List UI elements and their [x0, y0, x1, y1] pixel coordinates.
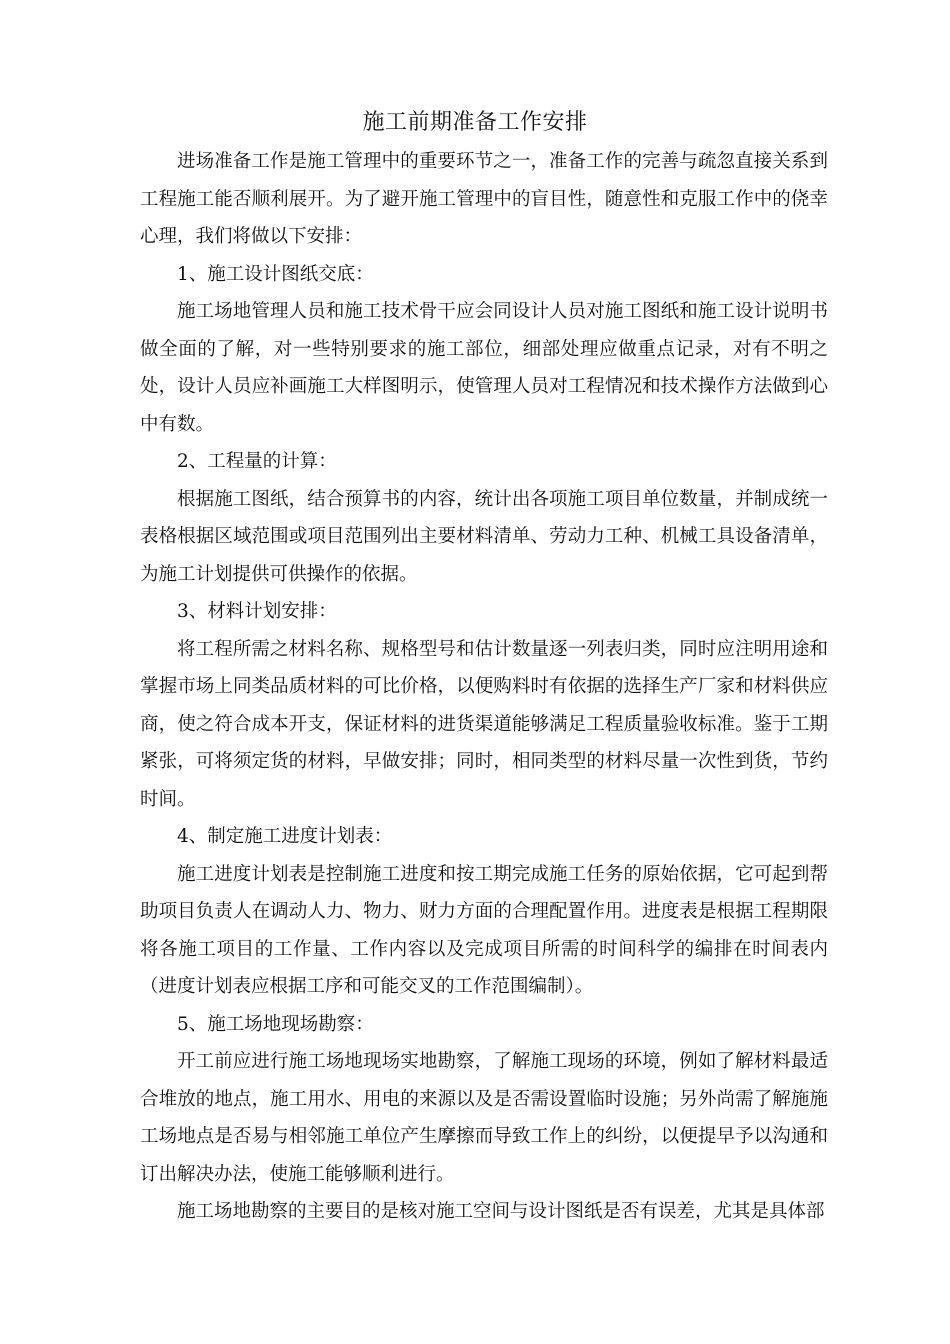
- section-paragraph-2: 根据施工图纸，结合预算书的内容，统计出各项施工项目单位数量，并制成统一表格根据区域范围或项目范围列出主要材料清单、劳动力工种、机械工具设备清单，为施工计划提供可供操作的依据。: [140, 488, 828, 585]
- section-paragraph-4: 施工进度计划表是控制施工进度和按工期完成施工任务的原始依据，它可起到帮助项目负责人在调动人力、物力、财力方面的合理配置作用。进度表是根据工程期限将各施工项目的工作量、工作内容以及完成项目所需的时间科学的编排在时间表内（进度计划表应根据工序和可能交叉的工作范围编制）。: [140, 863, 828, 997]
- section-heading-1: 1、施工设计图纸交底：: [177, 263, 374, 285]
- section-heading-3: 3、材料计划安排：: [177, 601, 337, 622]
- document-title: 施工前期准备工作安排: [362, 110, 588, 135]
- document-body: [140, 143, 828, 1231]
- section-heading-5: 5、施工场地现场勘察：: [177, 1013, 374, 1035]
- section-paragraph-5: 开工前应进行施工场地现场实地勘察，了解施工现场的环境，例如了解材料最适合堆放的地点，施工用水、用电的来源以及是否需设置临时设施；另外尚需了解施施工场地点是否易与相邻施工单位产生摩擦而导致工作上的纠纷，以便提早予以沟通和订出解决办法，使施工能够顺利进行。: [140, 1051, 828, 1185]
- intro-paragraph: 进场准备工作是施工管理中的重要环节之一，准备工作的完善与疏忽直接关系到工程施工能否顺利展开。为了避开施工管理中的盲目性，随意性和克服工作中的侥幸心理，我们将做以下安排：: [140, 151, 828, 247]
- section-paragraph-1: 施工场地管理人员和施工技术骨干应会同设计人员对施工图纸和施工设计说明书做全面的了解，对一些特别要求的施工部位，细部处理应做重点记录，对有不明之处，设计人员应补画施工大样图明示，使管理人员对工程情况和技术操作方法做到心中有数。: [140, 301, 828, 435]
- section-paragraph-6: 施工场地勘察的主要目的是核对施工空间与设计图纸是否有误差，尤其是具体部: [177, 1201, 825, 1222]
- section-heading-2: 2、工程量的计算：: [177, 451, 337, 472]
- section-paragraph-3: 将工程所需之材料名称、规格型号和估计数量逐一列表归类，同时应注明用途和掌握市场上同类品质材料的可比价格，以便购料时有依据的选择生产厂家和材料供应商，使之符合成本开支，保证材料的进货渠道能够满足工程质量验收标准。鉴于工期紧张，可将须定货的材料，早做安排；同时，相同类型的材料尽量一次性到货，节约时间。: [140, 638, 828, 810]
- section-heading-4: 4、制定施工进度计划表：: [177, 826, 393, 847]
